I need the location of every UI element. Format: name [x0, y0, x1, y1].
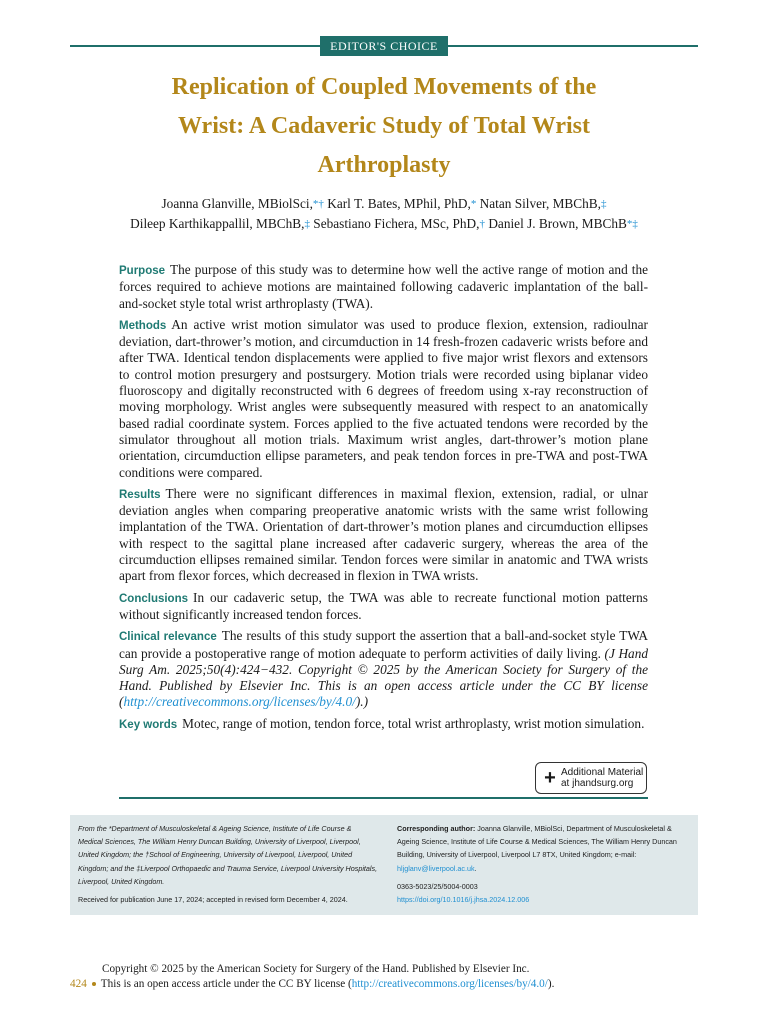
page-number: 424 — [70, 978, 87, 990]
corresponding-author — [397, 822, 692, 875]
corresponding-heading: Corresponding author: — [397, 824, 476, 833]
keywords-text: Motec, range of motion, tendon force, total wrist arthroplasty, wrist motion simulation. — [182, 715, 645, 731]
section-divider — [119, 797, 648, 799]
additional-material-site: at jhandsurg.org — [561, 778, 634, 789]
affiliation-marker[interactable]: † — [479, 218, 485, 230]
author-line — [80, 194, 688, 214]
author-name: Karl T. Bates, MPhil, PhD, — [327, 196, 471, 211]
abstract-conclusions — [119, 590, 648, 624]
article-title — [100, 68, 668, 185]
footer-license-line — [70, 977, 700, 992]
plus-icon: + — [544, 766, 556, 789]
affiliations-block — [78, 822, 378, 906]
abstract-results — [119, 486, 648, 585]
editors-choice-banner: EDITOR'S CHOICE — [320, 36, 448, 56]
abstract-keywords — [119, 716, 648, 733]
clinical-relevance-text: The results of this study support the assertion that a ball-and-socket style TWA can provide a postoperative range of motion adequate to perform activities of daily living. — [119, 628, 648, 661]
author-list — [80, 194, 688, 234]
title-line: Replication of Coupled Movements of the — [171, 74, 597, 100]
keywords-heading: Key words — [119, 718, 178, 731]
footer-license-link[interactable]: http://creativecommons.org/licenses/by/4.0/ — [351, 978, 548, 990]
conclusions-text: In our cadaveric setup, the TWA was able to recreate functional motion patterns without significantly increased tendon forces. — [119, 589, 648, 622]
additional-material-button[interactable] — [535, 762, 647, 794]
email-link[interactable]: hljglanv@liverpool.ac.uk — [397, 863, 475, 873]
author-name: Sebastiano Fichera, MSc, PhD, — [313, 216, 480, 231]
page-footer — [70, 962, 700, 992]
citation-end: ).) — [355, 694, 369, 710]
conclusions-heading: Conclusions — [119, 592, 189, 605]
footer-license-end: ). — [547, 978, 555, 990]
results-heading: Results — [119, 488, 161, 501]
methods-heading: Methods — [119, 319, 167, 332]
citation-text: (J Hand Surg Am. 2025;50(4):424−432. Copyright © 2025 by the American Society for Surgery of the Hand. Published by Elsevier Inc. This is an open access article under the CC BY license ( — [119, 645, 648, 710]
additional-material-label: Additional Material — [561, 767, 644, 778]
issn-text: 0363-5023/25/5004-0003 — [397, 881, 478, 891]
banner-rule-right — [448, 45, 698, 47]
results-text: There were no significant differences in maximal flexion, extension, radial, or ulnar deviation angles when comparing preoperative anatomic wrists with the same wrist following implantation of the TWA. Orientation of dart-thrower’s motion planes and circumduction ellipses with respect to the sagittal plane increased after cadaveric surgery, whereas the area of the circumduction ellipses remained similar. Tendon forces were similar in anatomic and TWA wrists apart from flexor forces, which decreased in flexion in TWA wrists. — [119, 485, 648, 584]
title-line: Arthroplasty — [317, 152, 451, 178]
author-name: Natan Silver, MBChB, — [479, 196, 601, 211]
banner-rule-left — [70, 45, 320, 47]
footer-license-text: This is an open access article under the CC BY license ( — [100, 978, 352, 990]
affiliation-marker[interactable]: * — [470, 198, 477, 210]
clinical-relevance-heading: Clinical relevance — [119, 631, 217, 644]
doi-link[interactable]: https://doi.org/10.1016/j.jhsa.2024.12.006 — [397, 895, 530, 905]
abstract-methods — [119, 317, 648, 481]
corresponding-end: . — [474, 863, 477, 873]
author-name: Dileep Karthikappallil, MBChB, — [130, 216, 305, 231]
author-name: Daniel J. Brown, MBChB — [488, 216, 627, 231]
abstract-purpose — [119, 262, 648, 312]
methods-text: An active wrist motion simulator was used to produce flexion, extension, radioulnar deviation, dart-thrower’s motion, and circumduction in 14 fresh-frozen cadaveric wrists before and after TWA. Identical tendon displacements were applied to five major wrist flexors and extensors to control motion presurgery and postsurgery. Motion trials were recorded using biplanar video fluoroscopy and digitally reconstructed with 6 degrees of freedom using x-ray reconstruction of moving morphology. Wrist angles were subsequently measured with respect to an anatomically based radial coordinate system. Forces applied to the five actuated tendons were recorded by the simulator throughout all motion trials. Maximum wrist angles, dart-thrower’s motion plane orientation, circumduction ellipse parameters, and peak tendon forces in pre-TWA and post-TWA conditions were compared. — [119, 316, 648, 480]
purpose-heading: Purpose — [119, 265, 166, 277]
affiliation-marker[interactable]: ‡ — [601, 198, 607, 210]
author-line — [80, 214, 688, 234]
license-link[interactable]: http://creativecommons.org/licenses/by/4.0/ — [123, 694, 356, 710]
title-line: Wrist: A Cadaveric Study of Total Wrist — [177, 113, 591, 139]
corresponding-text: Joanna Glanville, MBiolSci, Department of Musculoskeletal & Ageing Science, Institute of Life Course & Medical Sciences, The William Henry Duncan Building, University of Liverpool, Liverpool L7 8TX, United Kingdom; e-mail: — [397, 824, 677, 860]
received-text: Received for publication June 17, 2024; accepted in revised form December 4, 2024. — [78, 895, 348, 905]
abstract — [119, 262, 648, 738]
affiliation-marker[interactable]: ‡ — [304, 218, 310, 230]
affiliation-marker[interactable]: *† — [312, 198, 324, 210]
author-name: Joanna Glanville, MBiolSci, — [161, 196, 313, 211]
affiliation-marker[interactable]: *‡ — [626, 218, 638, 230]
purpose-text: The purpose of this study was to determine how well the active range of motion and the forces required to achieve motions are maintained following cadaveric implantation of the ball-and-socket style total wrist arthroplasty (TWA). — [119, 262, 648, 311]
affiliations-text: From the *Department of Musculoskeletal & Ageing Science, Institute of Life Course & Medical Sciences, The William Henry Duncan Building, University of Liverpool, Liverpool, United Kingdom; the †School of Engineering, University of Liverpool, Liverpool, United Kingdom; and the ‡Liverpool Orthopaedic and Trauma Service, Liverpool University Hospitals, Liverpool, United Kingdom. — [78, 824, 378, 886]
footer-copyright: Copyright © 2025 by the American Society for Surgery of the Hand. Published by Elsevier Inc. — [102, 963, 530, 975]
bullet-icon — [92, 982, 96, 986]
corresponding-author-block — [397, 822, 692, 906]
abstract-clinical-relevance — [119, 628, 648, 710]
